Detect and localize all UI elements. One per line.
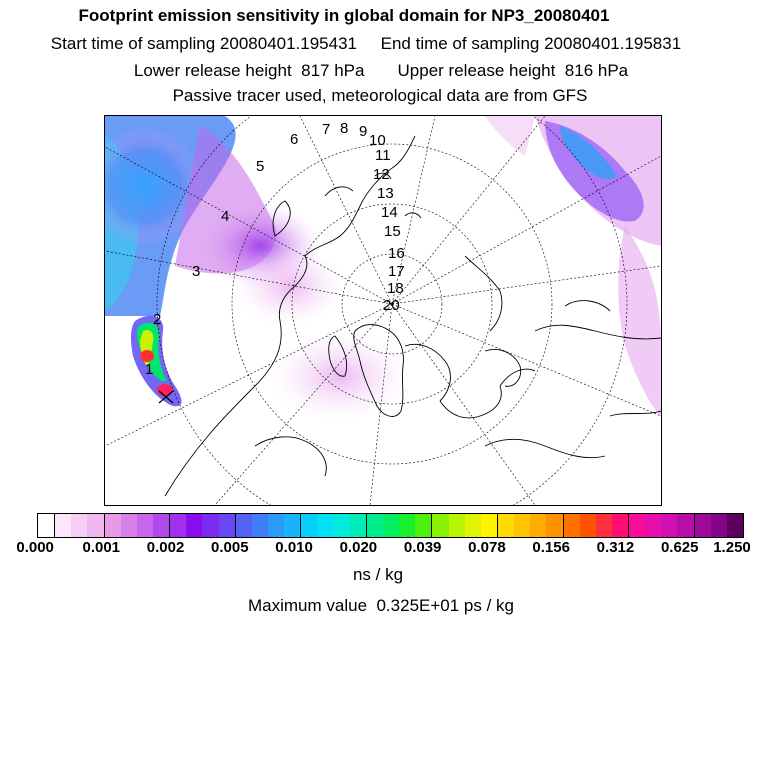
colorbar-segment: [202, 514, 218, 537]
colorbar-segment: [55, 514, 71, 537]
colorbar-segment: [399, 514, 415, 537]
day-label: 9: [359, 123, 368, 140]
colorbar-segment: [186, 514, 202, 537]
colorbar-tick-label: 1.250: [713, 539, 751, 556]
day-label: 5: [256, 158, 265, 175]
colorbar-tick-label: 0.039: [403, 539, 442, 556]
day-label: 1: [145, 361, 154, 378]
colorbar-segment: [711, 514, 727, 537]
day-label: 4: [221, 208, 230, 225]
colorbar-segment: [449, 514, 465, 537]
colorbar-segment: [268, 514, 284, 537]
colorbar-segment: [695, 514, 711, 537]
colorbar-segment: [219, 514, 236, 537]
colorbar-segment: [530, 514, 546, 537]
colorbar-segment: [71, 514, 87, 537]
colorbar-segment: [350, 514, 367, 537]
colorbar-segment: [317, 514, 333, 537]
colorbar-segment: [661, 514, 677, 537]
day-label: 7: [322, 121, 331, 138]
colorbar-tick-label: 0.156: [532, 539, 570, 556]
day-label: 11: [375, 147, 391, 164]
colorbar-ticks: [0, 539, 768, 559]
day-label: 2: [153, 311, 162, 328]
day-label: 8: [340, 120, 349, 137]
colorbar-tick-label: 0.000: [16, 539, 54, 556]
colorbar: [37, 513, 744, 538]
colorbar-tick-label: 0.010: [275, 539, 313, 556]
sampling-times: Start time of sampling 20080401.195431 End time of sampling 20080401.195831: [50, 34, 682, 53]
colorbar-segment: [612, 514, 629, 537]
maximum-value: Maximum value 0.325E+01 ps / kg: [248, 596, 514, 615]
colorbar-segment: [252, 514, 268, 537]
colorbar-segment: [284, 514, 301, 537]
day-label: 15: [384, 223, 401, 240]
colorbar-tick-label: 0.005: [211, 539, 249, 556]
colorbar-segment: [236, 514, 252, 537]
day-label: 3: [192, 263, 201, 280]
colorbar-segment: [121, 514, 137, 537]
colorbar-segment: [367, 514, 383, 537]
colorbar-segment: [383, 514, 399, 537]
colorbar-segment: [137, 514, 153, 537]
day-label: 17: [388, 263, 405, 280]
colorbar-segment: [498, 514, 514, 537]
colorbar-segment: [580, 514, 596, 537]
colorbar-segment: [334, 514, 350, 537]
day-label: 12: [373, 166, 390, 183]
colorbar-tick-label: 0.625: [660, 539, 699, 556]
colorbar-tick-label: 0.078: [468, 539, 506, 556]
colorbar-segment: [514, 514, 530, 537]
release-heights: Lower release height 817 hPa Upper release height 816 hPa: [133, 61, 629, 80]
colorbar-segment: [415, 514, 432, 537]
colorbar-segment: [301, 514, 317, 537]
colorbar-segment: [677, 514, 694, 537]
footprint-map: [104, 115, 662, 506]
tracer-info: Passive tracer used, meteorological data are from GFS: [172, 86, 588, 105]
day-label: 18: [387, 280, 404, 297]
colorbar-segment: [645, 514, 661, 537]
colorbar-tick-label: 0.312: [596, 539, 635, 556]
colorbar-segment: [465, 514, 481, 537]
colorbar-segment: [153, 514, 170, 537]
colorbar-segment: [481, 514, 498, 537]
colorbar-tick-label: 0.002: [146, 539, 185, 556]
plot-title: Footprint emission sensitivity in global domain for NP3_20080401: [78, 6, 610, 25]
colorbar-segment: [105, 514, 121, 537]
colorbar-units: ns / kg: [352, 565, 404, 584]
day-label: 6: [290, 131, 299, 148]
day-label: 20: [383, 297, 400, 314]
colorbar-tick-label: 0.001: [82, 539, 121, 556]
colorbar-segment: [87, 514, 104, 537]
colorbar-segment: [727, 514, 743, 537]
colorbar-segment: [629, 514, 645, 537]
colorbar-segment: [38, 514, 55, 537]
colorbar-segment: [564, 514, 580, 537]
day-label: 13: [377, 185, 394, 202]
map-canvas: [105, 116, 661, 505]
colorbar-tick-label: 0.020: [339, 539, 378, 556]
colorbar-segment: [596, 514, 612, 537]
colorbar-segment: [170, 514, 186, 537]
day-label: 16: [388, 245, 405, 262]
colorbar-segment: [432, 514, 448, 537]
day-label: 14: [381, 204, 398, 221]
colorbar-segment: [546, 514, 563, 537]
day-label: 10: [369, 132, 386, 149]
